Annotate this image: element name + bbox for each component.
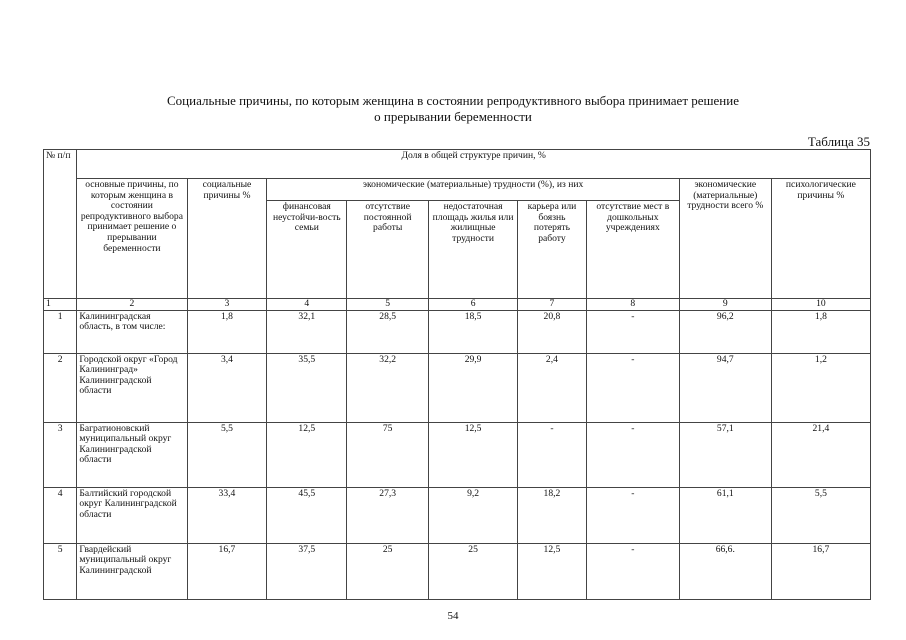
header-financial: финансовая неустойчи-вость семьи (267, 201, 347, 299)
value-financial: 12,5 (267, 422, 347, 487)
value-career: - (518, 422, 587, 487)
value-career: 20,8 (518, 310, 587, 353)
data-table (43, 149, 871, 600)
col-number: 8 (586, 299, 679, 311)
row-number: 2 (44, 353, 77, 422)
col-number: 4 (267, 299, 347, 311)
value-no-job: 28,5 (347, 310, 429, 353)
value-career: 18,2 (518, 487, 587, 543)
row-number: 5 (44, 543, 77, 599)
row-number: 1 (44, 310, 77, 353)
col-number: 10 (771, 299, 870, 311)
row-number: 3 (44, 422, 77, 487)
table-container (43, 149, 871, 600)
value-econ-total: 94,7 (679, 353, 771, 422)
value-no-job: 27,3 (347, 487, 429, 543)
table-row (44, 487, 871, 543)
value-financial: 45,5 (267, 487, 347, 543)
value-financial: 37,5 (267, 543, 347, 599)
value-housing: 9,2 (429, 487, 518, 543)
header-housing: недостаточная площадь жилья или жилищные трудности (429, 201, 518, 299)
value-econ-total: 61,1 (679, 487, 771, 543)
table-row (44, 543, 871, 599)
header-econ-total: экономические (материальные) трудности всего % (679, 179, 771, 299)
page-number: 54 (447, 610, 459, 622)
value-financial: 32,1 (267, 310, 347, 353)
col-number: 3 (187, 299, 267, 311)
value-psych: 21,4 (771, 422, 870, 487)
header-group-top: Доля в общей структуре причин, % (77, 150, 871, 179)
row-territory: Калининградская область, в том числе: (77, 310, 187, 353)
header-no-kindergarten: отсутствие мест в дошкольных учреждениях (586, 201, 679, 299)
value-social: 5,5 (187, 422, 267, 487)
value-no-kindergarten: - (586, 487, 679, 543)
value-financial: 35,5 (267, 353, 347, 422)
value-no-kindergarten: - (586, 353, 679, 422)
table-row (44, 310, 871, 353)
value-housing: 12,5 (429, 422, 518, 487)
value-social: 3,4 (187, 353, 267, 422)
value-career: 2,4 (518, 353, 587, 422)
header-main-reasons: основные причины, по которым женщина в состоянии репродуктивного выбора принимает решение о прерывании беременности (77, 179, 187, 299)
value-psych: 1,8 (771, 310, 870, 353)
value-social: 33,4 (187, 487, 267, 543)
value-housing: 25 (429, 543, 518, 599)
value-psych: 16,7 (771, 543, 870, 599)
col-number: 1 (44, 299, 77, 311)
value-econ-total: 66,6. (679, 543, 771, 599)
value-no-kindergarten: - (586, 310, 679, 353)
table-row (44, 422, 871, 487)
header-col-num: № п/п (44, 150, 77, 299)
row-territory: Гвардейский муниципальный округ Калининградской (77, 543, 187, 599)
value-no-kindergarten: - (586, 422, 679, 487)
row-territory: Багратионовский муниципальный округ Калининградской области (77, 422, 187, 487)
value-no-job: 25 (347, 543, 429, 599)
document-title (40, 93, 866, 125)
value-econ-total: 96,2 (679, 310, 771, 353)
col-number: 9 (679, 299, 771, 311)
title-line-1: Социальные причины, по которым женщина в состоянии репродуктивного выбора принимает решение (167, 93, 739, 108)
title-line-2: о прерывании беременности (374, 109, 532, 124)
row-number: 4 (44, 487, 77, 543)
value-no-job: 75 (347, 422, 429, 487)
col-number: 6 (429, 299, 518, 311)
col-number: 7 (518, 299, 587, 311)
value-career: 12,5 (518, 543, 587, 599)
col-number: 5 (347, 299, 429, 311)
value-housing: 18,5 (429, 310, 518, 353)
header-econ-group: экономические (материальные) трудности (%), из них (267, 179, 679, 201)
table-row (44, 353, 871, 422)
header-career: карьера или боязнь потерять работу (518, 201, 587, 299)
header-social: социальные причины % (187, 179, 267, 299)
row-territory: Городской округ «Город Калининград» Калининградской области (77, 353, 187, 422)
row-territory: Балтийский городской округ Калининградской области (77, 487, 187, 543)
value-social: 1,8 (187, 310, 267, 353)
value-psych: 5,5 (771, 487, 870, 543)
value-psych: 1,2 (771, 353, 870, 422)
value-econ-total: 57,1 (679, 422, 771, 487)
col-number: 2 (77, 299, 187, 311)
value-no-job: 32,2 (347, 353, 429, 422)
header-no-job: отсутствие постоянной работы (347, 201, 429, 299)
table-label: Таблица 35 (807, 134, 870, 149)
value-no-kindergarten: - (586, 543, 679, 599)
value-social: 16,7 (187, 543, 267, 599)
column-number-row (44, 299, 871, 311)
header-psych: психологические причины % (771, 179, 870, 299)
value-housing: 29,9 (429, 353, 518, 422)
